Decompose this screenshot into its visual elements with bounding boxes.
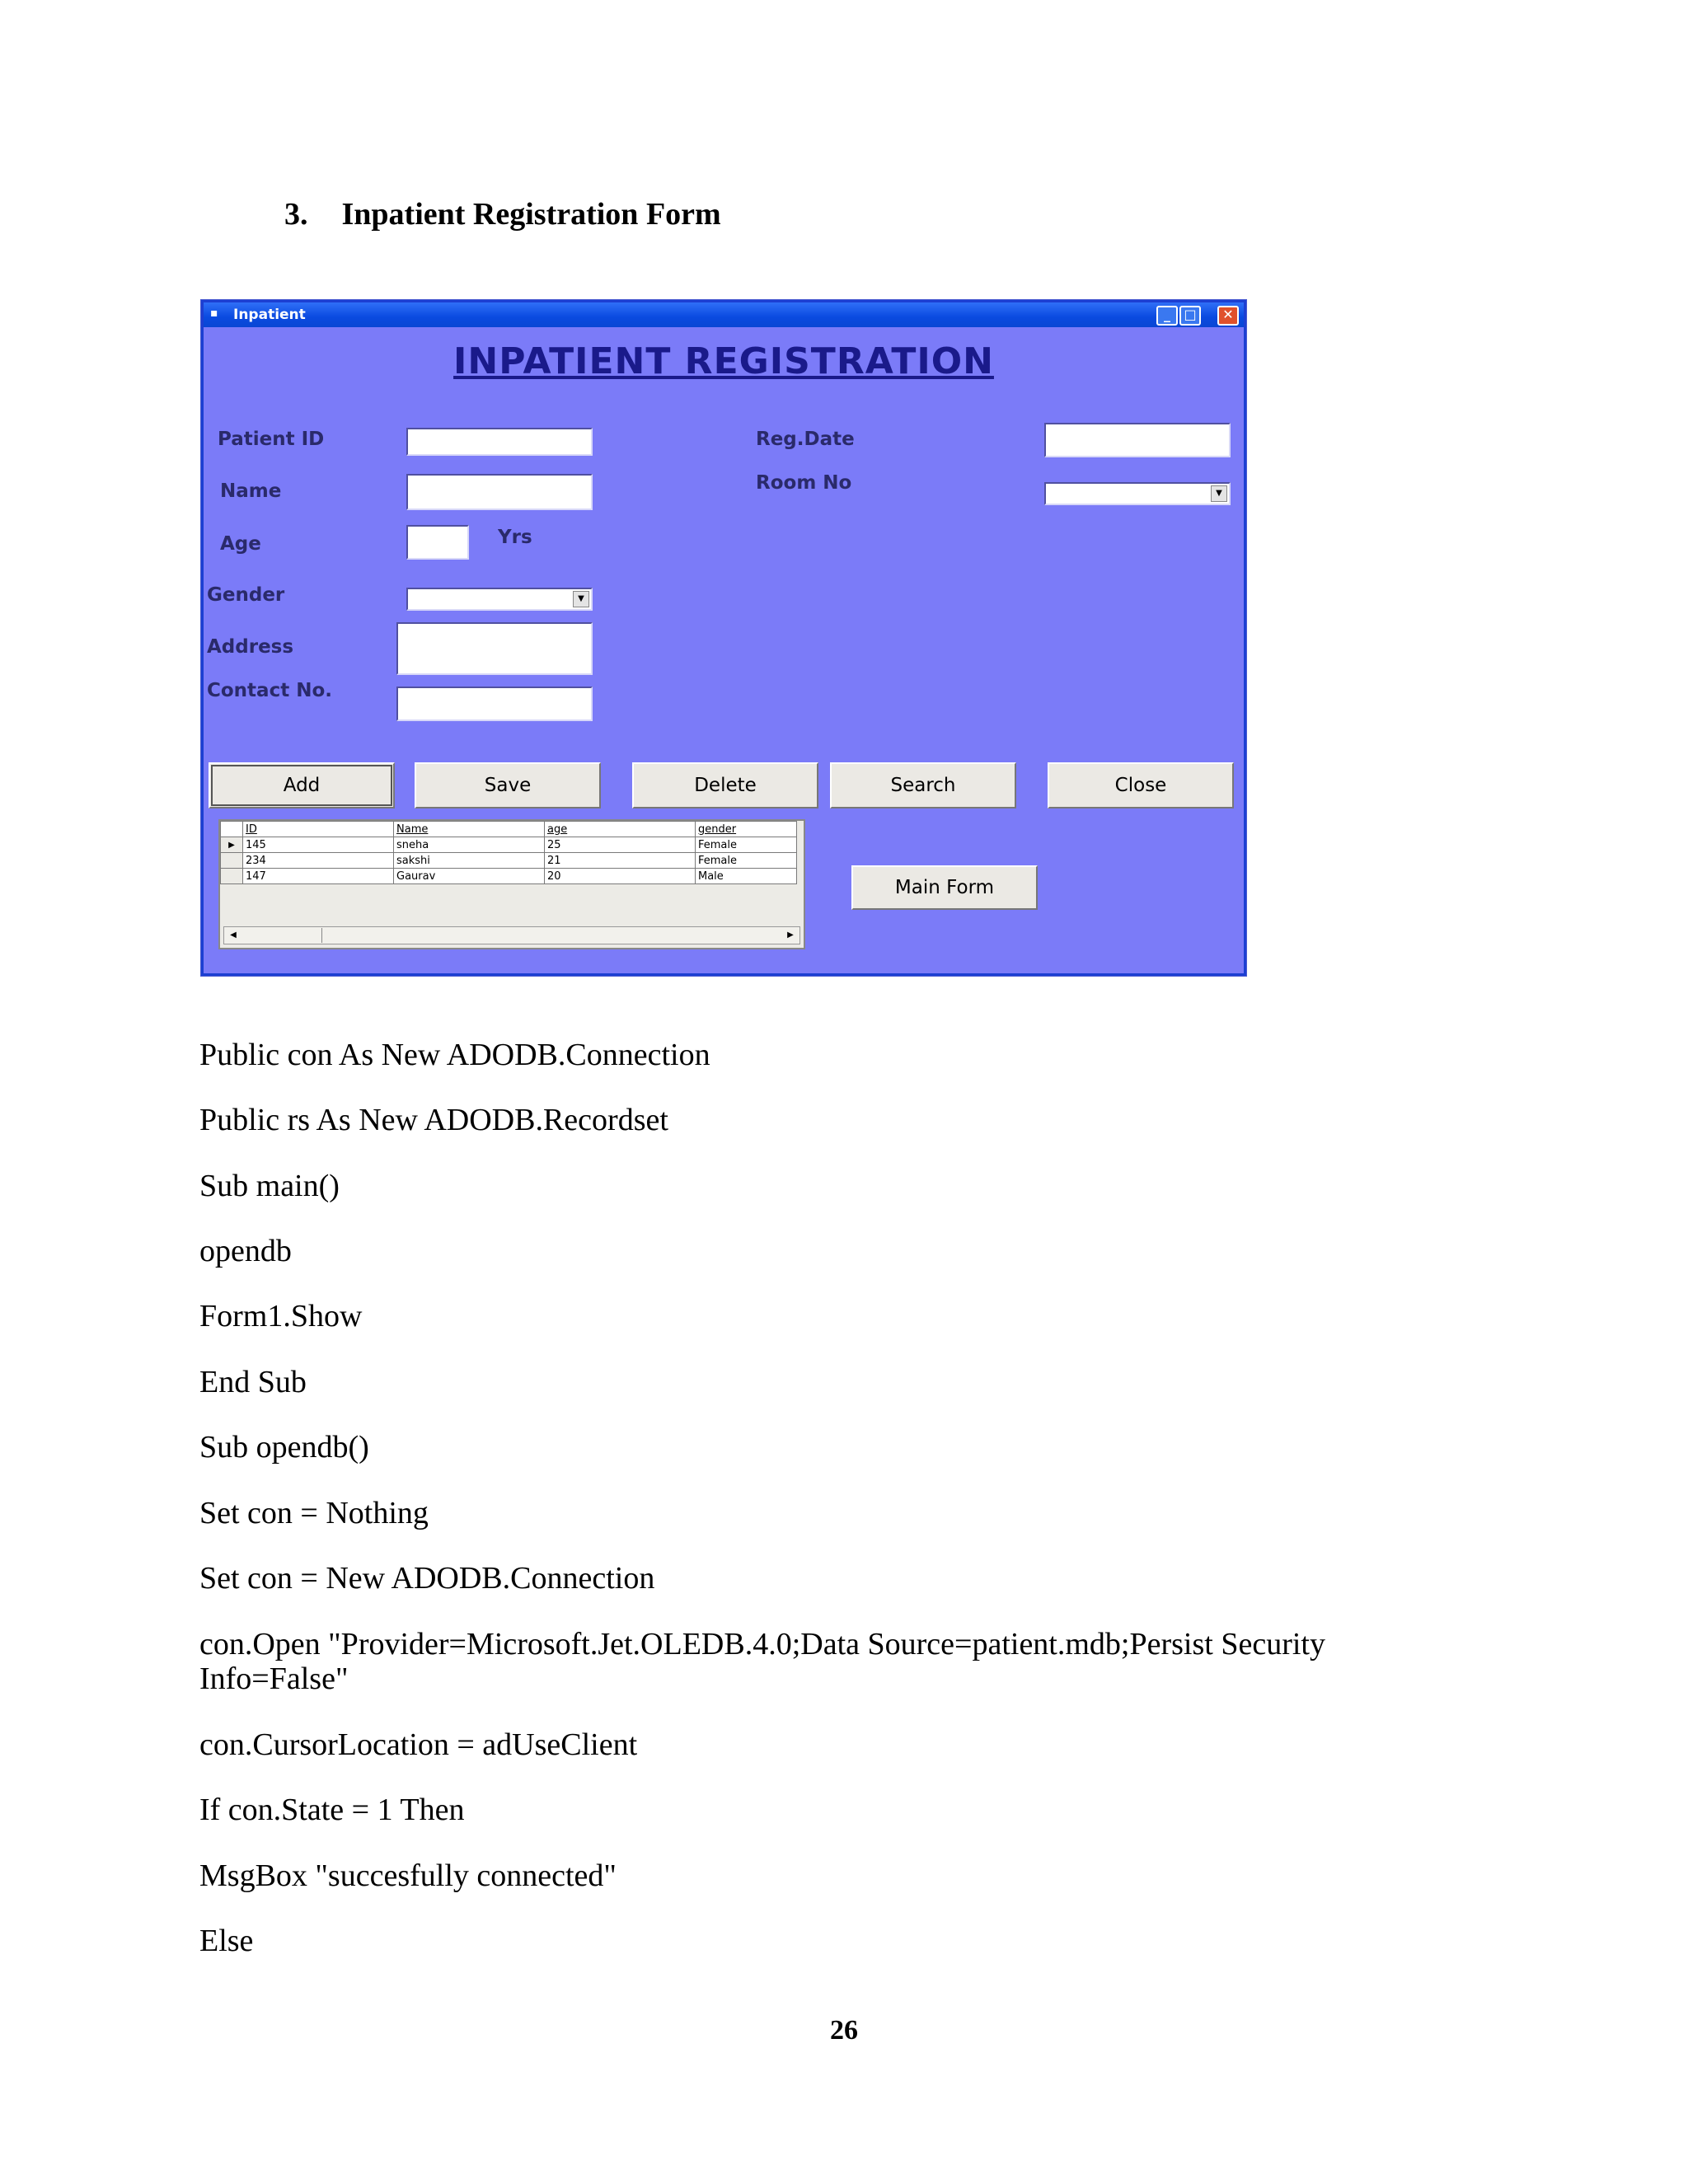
window-title: Inpatient — [233, 307, 306, 323]
table-cell[interactable]: sneha — [394, 837, 545, 853]
code-line: Form1.Show — [199, 1299, 363, 1333]
close-icon[interactable]: ✕ — [1217, 306, 1239, 326]
form-title: INPATIENT REGISTRATION — [453, 340, 994, 382]
code-line: Set con = New ADODB.Connection — [199, 1561, 655, 1596]
code-line: Sub main() — [199, 1169, 340, 1203]
records-grid[interactable] — [218, 819, 805, 949]
code-line: Public con As New ADODB.Connection — [199, 1038, 710, 1072]
add-button[interactable]: Add — [209, 762, 395, 808]
main-form-button[interactable]: Main Form — [851, 865, 1038, 910]
column-header: gender — [696, 822, 797, 837]
code-line: MsgBox "succesfully connected" — [199, 1858, 617, 1893]
code-line: Public rs As New ADODB.Recordset — [199, 1103, 668, 1137]
chevron-down-icon[interactable]: ▼ — [573, 591, 589, 607]
patient-id-label: Patient ID — [218, 429, 325, 450]
gender-select[interactable] — [406, 588, 593, 611]
address-input[interactable] — [396, 622, 593, 675]
code-line: If con.State = 1 Then — [199, 1793, 465, 1827]
table-header-row — [221, 822, 797, 837]
table-row[interactable] — [221, 837, 797, 853]
yrs-label: Yrs — [498, 527, 532, 548]
records-table — [220, 821, 797, 884]
scroll-right-icon[interactable]: ▶ — [787, 930, 794, 940]
window-titlebar — [204, 302, 1244, 327]
table-cell[interactable]: 25 — [545, 837, 696, 853]
table-row[interactable] — [221, 869, 797, 884]
age-input[interactable] — [406, 525, 469, 560]
name-input[interactable] — [406, 474, 593, 510]
section-number: 3. — [284, 197, 308, 232]
row-selector[interactable] — [221, 853, 243, 869]
column-header: ID — [243, 822, 394, 837]
name-label: Name — [220, 480, 282, 502]
scrollbar-thumb[interactable] — [241, 928, 322, 943]
close-button[interactable]: Close — [1048, 762, 1234, 808]
table-cell[interactable]: Female — [696, 837, 797, 853]
room-no-select[interactable] — [1044, 482, 1231, 505]
row-selector — [221, 822, 243, 837]
table-cell[interactable]: Male — [696, 869, 797, 884]
table-cell[interactable]: 21 — [545, 853, 696, 869]
gender-label: Gender — [207, 584, 285, 606]
chevron-down-icon[interactable]: ▼ — [1211, 485, 1227, 502]
code-line: Else — [199, 1924, 254, 1958]
table-cell[interactable]: 20 — [545, 869, 696, 884]
code-line: con.Open "Provider=Microsoft.Jet.OLEDB.4.0;Data Source=patient.mdb;Persist Security — [199, 1627, 1325, 1661]
code-line: opendb — [199, 1234, 292, 1268]
section-title: Inpatient Registration Form — [341, 197, 721, 232]
scroll-left-icon[interactable]: ◀ — [230, 930, 237, 940]
contact-input[interactable] — [396, 687, 593, 721]
table-cell[interactable]: 145 — [243, 837, 394, 853]
table-cell[interactable]: Gaurav — [394, 869, 545, 884]
section-heading — [284, 196, 721, 232]
room-no-label: Room No — [756, 472, 852, 494]
code-line: End Sub — [199, 1365, 307, 1399]
code-line: con.CursorLocation = adUseClient — [199, 1727, 638, 1762]
column-header: age — [545, 822, 696, 837]
patient-id-input[interactable] — [406, 428, 593, 456]
app-icon: ▪ — [210, 307, 218, 320]
page-number: 26 — [830, 2015, 858, 2046]
column-header: Name — [394, 822, 545, 837]
inpatient-window — [201, 300, 1246, 976]
table-cell[interactable]: sakshi — [394, 853, 545, 869]
reg-date-label: Reg.Date — [756, 429, 855, 450]
code-line: Set con = Nothing — [199, 1496, 429, 1530]
reg-date-input[interactable] — [1044, 423, 1231, 457]
delete-button[interactable]: Delete — [632, 762, 818, 808]
table-row[interactable] — [221, 853, 797, 869]
contact-label: Contact No. — [207, 680, 332, 701]
age-label: Age — [220, 533, 261, 555]
code-line: Sub opendb() — [199, 1430, 369, 1465]
address-label: Address — [207, 636, 294, 658]
minimize-icon[interactable]: _ — [1156, 306, 1178, 326]
table-cell[interactable]: Female — [696, 853, 797, 869]
table-cell[interactable]: 234 — [243, 853, 394, 869]
save-button[interactable]: Save — [415, 762, 601, 808]
search-button[interactable]: Search — [830, 762, 1016, 808]
current-row-icon: ▶ — [221, 837, 243, 853]
table-cell[interactable]: 147 — [243, 869, 394, 884]
horizontal-scrollbar[interactable] — [223, 926, 800, 944]
code-line: Info=False" — [199, 1661, 349, 1696]
maximize-icon[interactable]: □ — [1179, 306, 1201, 326]
row-selector[interactable] — [221, 869, 243, 884]
